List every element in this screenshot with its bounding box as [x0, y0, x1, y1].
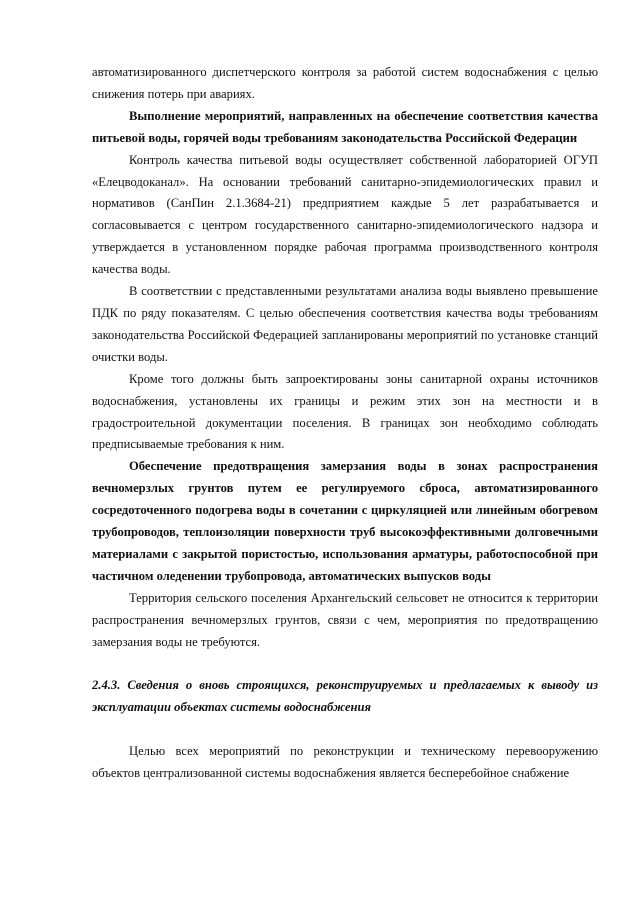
paragraph-permafrost: Территория сельского поселения Архангельский сельсовет не относится к территории распространения вечномерзлых грунтов, связи с чем, мероприятия по предотвращению замерзания воды не требуются.	[92, 590, 598, 649]
paragraph-sanitary-zones: Кроме того должны быть запроектированы зоны санитарной охраны источников водоснабжения, установлены их границы и режим этих зон на местности и в градостроительной документации поселения. В границах зон необходимо соблюдать предписываемые требования к ним.	[92, 371, 598, 452]
paragraph-reconstruction-goal: Целью всех мероприятий по реконструкции и техническому перевооружению объектов централизованной системы водоснабжения является бесперебойное снабжение	[92, 744, 598, 781]
paragraph-quality-control: Контроль качества питьевой воды осуществляет собственной лабораторией ОГУП «Елецводоканал». На основании требований санитарно-эпидемиологических правил и нормативов (СанПин 2.1.3684-21) предприятием каждые 5 лет разрабатывается и согласовывается с центром государственного санитарно-эпидемиологического надзора и утверждается в установленном порядке рабочая программа производственного контроля качества воды.	[92, 152, 598, 277]
section-heading-2-4-3: 2.4.3. Сведения о вновь строящихся, реконструируемых и предлагаемых к выводу из эксплуатации объектах системы водоснабжения	[92, 678, 598, 715]
heading-freezing-prevention: Обеспечение предотвращения замерзания воды в зонах распространения вечномерзлых грунтов путем ее регулируемого сброса, автоматизированного сосредоточенного подогрева воды в сочетании с циркуляцией или линейным обогревом трубопроводов, теплоизоляции поверхности труб высокоэффективными долговечными материалами с закрытой пористостью, использования арматуры, работоспособной при частичном оледенении трубопровода, автоматических выпусков воды	[92, 459, 598, 583]
paragraph-continuation: автоматизированного диспетчерского контроля за работой систем водоснабжения с целью снижения потерь при авариях.	[92, 65, 598, 101]
document-page	[92, 62, 598, 785]
paragraph-analysis-results: В соответствии с представленными результатами анализа воды выявлено превышение ПДК по ряду показателям. С целью обеспечения соответствия качества воды требованиям законодательства Российской Федерацией запланированы мероприятий по установке станций очистки воды.	[92, 284, 598, 364]
heading-water-quality: Выполнение мероприятий, направленных на обеспечение соответствия качества питьевой воды, горячей воды требованиям законодательства Российской Федерации	[92, 108, 598, 145]
